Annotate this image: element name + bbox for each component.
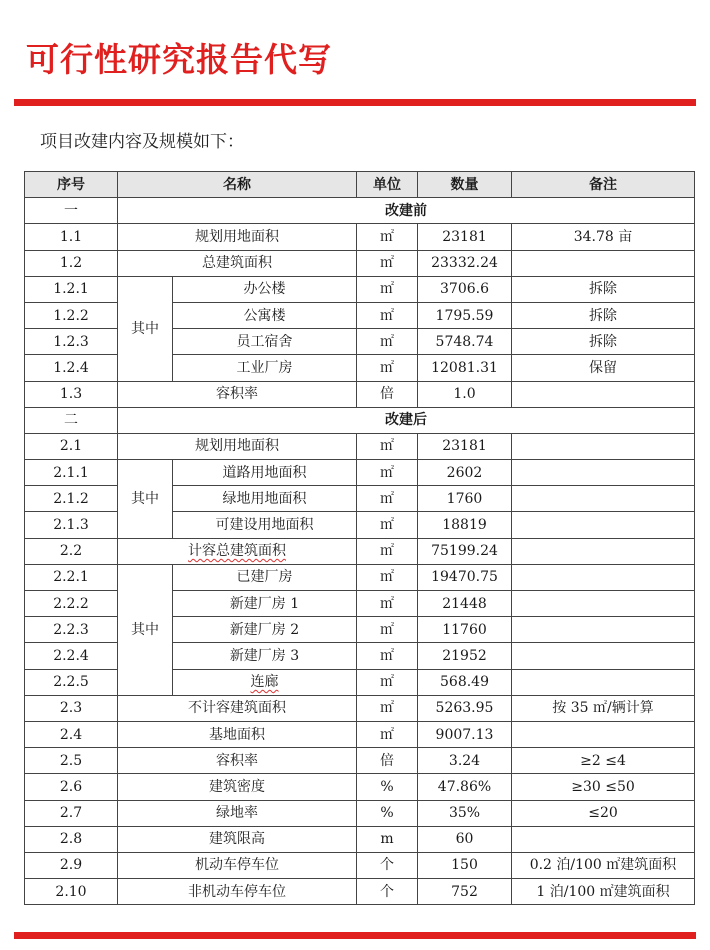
- cell-note: 34.78 亩: [512, 224, 695, 250]
- cell-qty: 23181: [418, 433, 512, 459]
- cell-qty: 3.24: [418, 748, 512, 774]
- col-header-unit: 单位: [357, 172, 418, 198]
- cell-no: 2.8: [25, 826, 118, 852]
- section-no: 二: [25, 407, 118, 433]
- cell-qty: 5263.95: [418, 695, 512, 721]
- section-no: 一: [25, 198, 118, 224]
- table-row: [25, 695, 695, 721]
- section-row: [25, 407, 695, 433]
- cell-name: 新建厂房 3: [173, 643, 357, 669]
- cell-name: 基地面积: [118, 721, 357, 747]
- cell-qty: 23332.24: [418, 250, 512, 276]
- cell-qty: 1795.59: [418, 302, 512, 328]
- cell-unit: 倍: [357, 748, 418, 774]
- cell-note: 1 泊/100 ㎡建筑面积: [512, 879, 695, 905]
- cell-note: [512, 564, 695, 590]
- cell-note: [512, 643, 695, 669]
- cell-name: [118, 538, 357, 564]
- cell-name: 绿地率: [118, 800, 357, 826]
- cell-unit: ㎡: [357, 538, 418, 564]
- col-header-no: 序号: [25, 172, 118, 198]
- cell-qty: 47.86%: [418, 774, 512, 800]
- cell-name: 员工宿舍: [173, 329, 357, 355]
- group-label: 其中: [118, 564, 173, 695]
- cell-qty: 12081.31: [418, 355, 512, 381]
- table-row: [25, 564, 695, 590]
- cell-name: 新建厂房 1: [173, 591, 357, 617]
- cell-unit: ㎡: [357, 329, 418, 355]
- cell-no: 2.2: [25, 538, 118, 564]
- cell-no: 1.2.1: [25, 276, 118, 302]
- cell-name: 道路用地面积: [173, 460, 357, 486]
- cell-qty: 11760: [418, 617, 512, 643]
- cell-no: 2.6: [25, 774, 118, 800]
- cell-qty: 60: [418, 826, 512, 852]
- cell-qty: 35%: [418, 800, 512, 826]
- cell-qty: 19470.75: [418, 564, 512, 590]
- cell-note: 拆除: [512, 276, 695, 302]
- section-row: [25, 198, 695, 224]
- group-label: 其中: [118, 276, 173, 381]
- cell-unit: ㎡: [357, 433, 418, 459]
- cell-note: [512, 591, 695, 617]
- cell-unit: %: [357, 774, 418, 800]
- table-row: [25, 276, 695, 302]
- cell-name: 非机动车停车位: [118, 879, 357, 905]
- cell-note: [512, 486, 695, 512]
- cell-unit: ㎡: [357, 355, 418, 381]
- cell-qty: 568.49: [418, 669, 512, 695]
- cell-unit: ㎡: [357, 460, 418, 486]
- cell-note: 按 35 ㎡/辆计算: [512, 695, 695, 721]
- cell-name-text: 连廊: [250, 674, 279, 691]
- cell-note: [512, 721, 695, 747]
- top-divider: [14, 99, 696, 106]
- cell-note: 0.2 泊/100 ㎡建筑面积: [512, 852, 695, 878]
- intro-text: 项目改建内容及规模如下：: [40, 132, 244, 152]
- table-row: [25, 433, 695, 459]
- cell-qty: 1.0: [418, 381, 512, 407]
- cell-unit: ㎡: [357, 643, 418, 669]
- col-header-name: 名称: [118, 172, 357, 198]
- table-row: [25, 800, 695, 826]
- cell-unit: ㎡: [357, 302, 418, 328]
- cell-note: [512, 250, 695, 276]
- cell-name: 建筑限高: [118, 826, 357, 852]
- cell-no: 2.5: [25, 748, 118, 774]
- group-label: 其中: [118, 460, 173, 539]
- cell-name: 绿地用地面积: [173, 486, 357, 512]
- cell-name: 可建设用地面积: [173, 512, 357, 538]
- cell-unit: ㎡: [357, 695, 418, 721]
- cell-unit: ㎡: [357, 617, 418, 643]
- cell-no: 2.1.1: [25, 460, 118, 486]
- cell-unit: ㎡: [357, 591, 418, 617]
- col-header-qty: 数量: [418, 172, 512, 198]
- cell-no: 2.4: [25, 721, 118, 747]
- cell-qty: 3706.6: [418, 276, 512, 302]
- cell-no: 2.2.4: [25, 643, 118, 669]
- cell-no: 2.9: [25, 852, 118, 878]
- cell-name-text: 计容总建筑面积: [188, 543, 286, 560]
- cell-qty: 18819: [418, 512, 512, 538]
- cell-note: [512, 826, 695, 852]
- cell-unit: ㎡: [357, 250, 418, 276]
- cell-note: [512, 381, 695, 407]
- renovation-table: [24, 171, 695, 905]
- cell-no: 1.2: [25, 250, 118, 276]
- cell-name: 工业厂房: [173, 355, 357, 381]
- cell-no: 1.2.2: [25, 302, 118, 328]
- cell-name: 新建厂房 2: [173, 617, 357, 643]
- table-header-row: [25, 172, 695, 198]
- cell-note: 拆除: [512, 302, 695, 328]
- cell-name: 规划用地面积: [118, 224, 357, 250]
- cell-no: 2.2.2: [25, 591, 118, 617]
- table-row: [25, 224, 695, 250]
- cell-name: 总建筑面积: [118, 250, 357, 276]
- cell-note: 保留: [512, 355, 695, 381]
- cell-name: 机动车停车位: [118, 852, 357, 878]
- cell-no: 2.2.5: [25, 669, 118, 695]
- cell-unit: ㎡: [357, 486, 418, 512]
- cell-note: [512, 460, 695, 486]
- bottom-divider: [14, 932, 696, 939]
- cell-no: 2.7: [25, 800, 118, 826]
- section-title: 改建前: [118, 198, 695, 224]
- cell-unit: 个: [357, 879, 418, 905]
- cell-no: 2.1.3: [25, 512, 118, 538]
- cell-note: 拆除: [512, 329, 695, 355]
- cell-unit: %: [357, 800, 418, 826]
- cell-no: 2.2.3: [25, 617, 118, 643]
- cell-unit: 个: [357, 852, 418, 878]
- cell-unit: ㎡: [357, 564, 418, 590]
- cell-no: 1.2.4: [25, 355, 118, 381]
- cell-no: 2.10: [25, 879, 118, 905]
- table-row: [25, 538, 695, 564]
- cell-qty: 5748.74: [418, 329, 512, 355]
- cell-no: 2.1: [25, 433, 118, 459]
- page-title: 可行性研究报告代写: [26, 40, 332, 79]
- cell-name: 容积率: [118, 748, 357, 774]
- cell-note: [512, 538, 695, 564]
- cell-unit: ㎡: [357, 512, 418, 538]
- cell-no: 1.3: [25, 381, 118, 407]
- table-row: [25, 774, 695, 800]
- table-row: [25, 721, 695, 747]
- cell-note: [512, 669, 695, 695]
- table-row: [25, 748, 695, 774]
- cell-qty: 75199.24: [418, 538, 512, 564]
- cell-qty: 150: [418, 852, 512, 878]
- cell-name: 公寓楼: [173, 302, 357, 328]
- table-row: [25, 852, 695, 878]
- cell-qty: 21448: [418, 591, 512, 617]
- cell-no: 2.3: [25, 695, 118, 721]
- col-header-note: 备注: [512, 172, 695, 198]
- cell-no: 2.2.1: [25, 564, 118, 590]
- cell-unit: 倍: [357, 381, 418, 407]
- cell-note: ≥30 ≤50: [512, 774, 695, 800]
- cell-unit: ㎡: [357, 669, 418, 695]
- table-row: [25, 460, 695, 486]
- table-row: [25, 381, 695, 407]
- cell-unit: ㎡: [357, 224, 418, 250]
- cell-unit: ㎡: [357, 276, 418, 302]
- cell-qty: 2602: [418, 460, 512, 486]
- table-row: [25, 250, 695, 276]
- table-row: [25, 826, 695, 852]
- cell-no: 1.1: [25, 224, 118, 250]
- cell-name: 容积率: [118, 381, 357, 407]
- cell-note: [512, 512, 695, 538]
- cell-qty: 21952: [418, 643, 512, 669]
- section-title: 改建后: [118, 407, 695, 433]
- cell-note: [512, 433, 695, 459]
- cell-note: ≥2 ≤4: [512, 748, 695, 774]
- cell-name: 规划用地面积: [118, 433, 357, 459]
- cell-unit: ㎡: [357, 721, 418, 747]
- cell-name: 不计容建筑面积: [118, 695, 357, 721]
- cell-name: 已建厂房: [173, 564, 357, 590]
- cell-name: 办公楼: [173, 276, 357, 302]
- cell-note: [512, 617, 695, 643]
- cell-qty: 752: [418, 879, 512, 905]
- cell-qty: 23181: [418, 224, 512, 250]
- table-row: [25, 879, 695, 905]
- cell-qty: 1760: [418, 486, 512, 512]
- cell-no: 2.1.2: [25, 486, 118, 512]
- cell-no: 1.2.3: [25, 329, 118, 355]
- cell-note: ≤20: [512, 800, 695, 826]
- cell-name: [173, 669, 357, 695]
- cell-unit: m: [357, 826, 418, 852]
- cell-qty: 9007.13: [418, 721, 512, 747]
- cell-name: 建筑密度: [118, 774, 357, 800]
